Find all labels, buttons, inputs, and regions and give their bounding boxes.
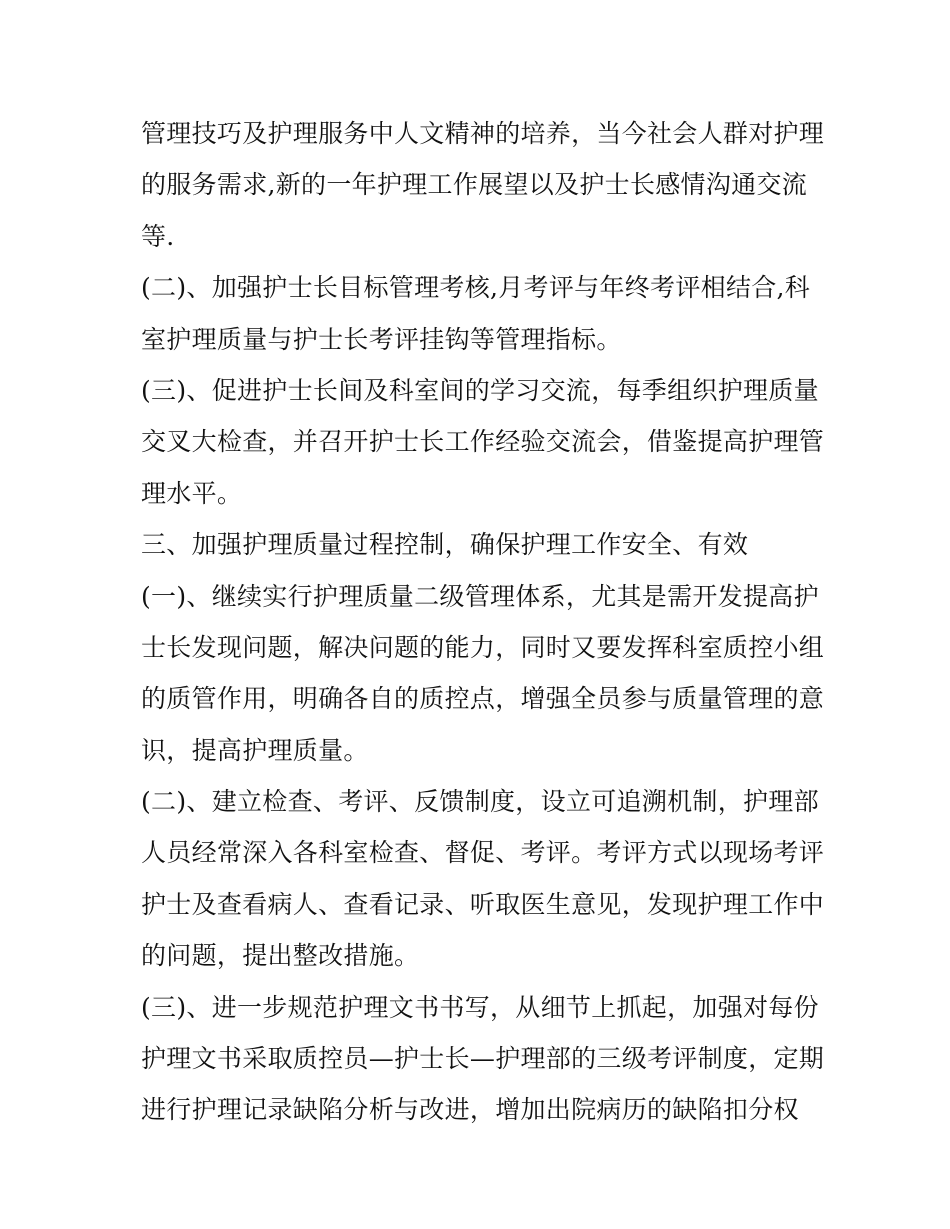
text-line: (三)、进一步规范护理文书书写，从细节上抓起，加强对每份 bbox=[141, 992, 819, 1022]
text-line: 交叉大检查，并召开护士长工作经验交流会，借鉴提高护理管 bbox=[141, 427, 825, 457]
text-line: 护士及查看病人、查看记录、听取医生意见，发现护理工作中 bbox=[141, 889, 825, 919]
text-line: 等. bbox=[141, 221, 175, 251]
text-line: 进行护理记录缺陷分析与改进，增加出院病历的缺陷扣分权 bbox=[141, 1095, 799, 1125]
text-line: 护理文书采取质控员—护士长—护理部的三级考评制度，定期 bbox=[141, 1044, 825, 1074]
text-line: 管理技巧及护理服务中人文精神的培养，当今社会人群对护理 bbox=[141, 119, 825, 148]
document-body bbox=[141, 108, 825, 1136]
text-line: 的服务需求,新的一年护理工作展望以及护士长感情沟通交流 bbox=[141, 170, 808, 200]
text-line: (一)、继续实行护理质量二级管理体系，尤其是需开发提高护 bbox=[141, 581, 819, 611]
text-line: 的质管作用，明确各自的质控点，增强全员参与质量管理的意 bbox=[141, 684, 825, 714]
text-line: 士长发现问题，解决问题的能力，同时又要发挥科室质控小组 bbox=[141, 632, 825, 662]
text-line: 识，提高护理质量。 bbox=[141, 735, 369, 765]
text-line: (二)、建立检查、考评、反馈制度，设立可追溯机制，护理部 bbox=[141, 787, 819, 817]
text-line: (二)、加强护士长目标管理考核,月考评与年终考评相结合,科 bbox=[141, 273, 811, 303]
section-heading: 三、加强护理质量过程控制，确保护理工作安全、有效 bbox=[141, 530, 749, 560]
text-line: 室护理质量与护士长考评挂钩等管理指标。 bbox=[141, 324, 622, 354]
text-line: 理水平。 bbox=[141, 478, 243, 508]
text-line: 人员经常深入各科室检查、督促、考评。考评方式以现场考评 bbox=[141, 838, 825, 868]
text-line: 的问题，提出整改措施。 bbox=[141, 941, 420, 971]
text-line: (三)、促进护士长间及科室间的学习交流，每季组织护理质量 bbox=[141, 375, 819, 405]
